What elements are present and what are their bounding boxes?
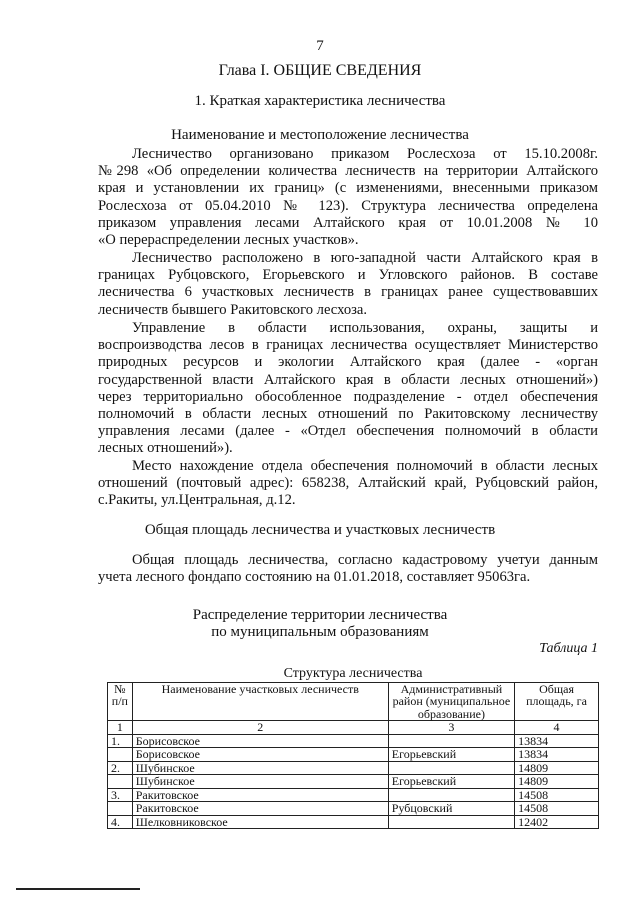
- text-line: лесных отношений»).: [98, 440, 233, 457]
- text-line: Лесничество расположено в юго-западной части Алтайского края в: [132, 250, 598, 266]
- cell-no: [108, 748, 133, 762]
- text-line: природных ресурсов и экологии Алтайского края (далее - «орган: [98, 354, 598, 371]
- cell-name: Борисовское: [132, 734, 388, 748]
- cell-name: Ракитовское: [132, 788, 388, 802]
- table-row: [108, 734, 599, 748]
- table-row: [108, 761, 599, 775]
- table-row: [108, 748, 599, 762]
- cell-area: 14809: [515, 761, 599, 775]
- cell-name: Шелковниковское: [132, 815, 388, 829]
- column-number-3: 3: [388, 721, 514, 735]
- text-line: края и установлении их границ» (с изменениями, внесенными приказом: [98, 180, 598, 197]
- cell-area: 12402: [515, 815, 599, 829]
- text-line: управления лесами (далее - «Отдел обеспечения полномочий в области: [98, 423, 598, 440]
- column-number-2: 2: [132, 721, 388, 735]
- header-number: № п/п: [108, 682, 133, 721]
- cell-area: 14508: [515, 788, 599, 802]
- text-line: Общая площадь лесничества, согласно кадастровому учетуи данным: [132, 552, 598, 568]
- text-line: лесничества 6 участковых лесничеств в границах ранее существовавших: [98, 284, 598, 301]
- text-line: отношений (почтовый адрес): 658238, Алтайский край, Рубцовский район,: [98, 475, 598, 492]
- text-line: границах Рубцовского, Егорьевского и Угловского районов. В составе: [98, 267, 598, 284]
- cell-area: 14809: [515, 775, 599, 789]
- cell-no: 4.: [108, 815, 133, 829]
- cell-no: 3.: [108, 788, 133, 802]
- cell-no: [108, 802, 133, 816]
- text-line: государственной власти Алтайского края в области лесных отношений»): [98, 371, 598, 388]
- header-district: Административный район (муниципальное образование): [388, 682, 514, 721]
- table-body: [108, 734, 599, 829]
- paragraph-establishment: [98, 146, 598, 249]
- text-line: учета лесного фондапо состоянию на 01.01.2018, составляет 95063га.: [98, 569, 531, 586]
- header-area: Общая площадь, га: [515, 682, 599, 721]
- cell-district: Егорьевский: [388, 775, 514, 789]
- subheading-total-area: Общая площадь лесничества и участковых лесничеств: [144, 522, 496, 538]
- subheading-distribution-line2: по муниципальным образованиям: [211, 624, 429, 640]
- table-row: [108, 802, 599, 816]
- paragraph-address: [98, 458, 598, 510]
- table-row: [108, 788, 599, 802]
- column-number-1: 1: [108, 721, 133, 735]
- cell-district: [388, 761, 514, 775]
- subheading-location: Наименование и местоположение лесничества: [171, 127, 469, 143]
- text-line: лесничеств бывшего Ракитовского лесхоза.: [98, 301, 368, 318]
- chapter-title: Глава I. ОБЩИЕ СВЕДЕНИЯ: [218, 62, 422, 79]
- footnote-separator: [16, 888, 140, 890]
- cell-no: [108, 775, 133, 789]
- text-line: с.Ракиты, ул.Центральная, д.12.: [98, 492, 296, 509]
- text-line: Лесничество организовано приказом Рослесхоза от 15.10.2008г.: [132, 146, 598, 162]
- cell-no: 2.: [108, 761, 133, 775]
- paragraph-total-area: [98, 552, 598, 586]
- cell-district: [388, 815, 514, 829]
- cell-name: Борисовское: [132, 748, 388, 762]
- page-number: 7: [316, 38, 324, 54]
- cell-district: [388, 734, 514, 748]
- section-title: 1. Краткая характеристика лесничества: [194, 93, 446, 109]
- paragraph-management: [98, 320, 598, 458]
- text-line: Рослесхоза от 05.04.2010 № 123). Структура лесничества определена: [98, 197, 598, 214]
- text-line: воспроизводства лесов в границах лесничества осуществляет Министерство: [98, 337, 598, 354]
- table-row: [108, 815, 599, 829]
- table-caption: Таблица 1: [539, 641, 598, 656]
- text-line: №298 «Об определении количества лесничеств на территории Алтайского: [98, 163, 598, 180]
- subheading-distribution-line1: Распределение территории лесничества: [192, 607, 448, 623]
- forestry-structure-table: [107, 668, 599, 829]
- table-title: Структура лесничества: [283, 666, 423, 681]
- text-line: приказом управления лесами Алтайского края от 10.01.2008 № 10: [98, 214, 598, 231]
- text-line: «О перераспределении лесных участков».: [98, 232, 359, 249]
- cell-name: Шубинское: [132, 761, 388, 775]
- column-number-4: 4: [515, 721, 599, 735]
- cell-area: 13834: [515, 734, 599, 748]
- cell-district: [388, 788, 514, 802]
- cell-district: Рубцовский: [388, 802, 514, 816]
- text-line: Место нахождение отдела обеспечения полномочий в области лесных: [132, 458, 598, 474]
- table-row: [108, 775, 599, 789]
- cell-district: Егорьевский: [388, 748, 514, 762]
- cell-name: Ракитовское: [132, 802, 388, 816]
- cell-name: Шубинское: [132, 775, 388, 789]
- cell-area: 13834: [515, 748, 599, 762]
- header-name: Наименование участковых лесничеств: [132, 682, 388, 721]
- text-line: через территориально обособленное подразделение - отдел обеспечения: [98, 388, 598, 405]
- cell-no: 1.: [108, 734, 133, 748]
- text-line: Управление в области использования, охраны, защиты и: [132, 320, 598, 336]
- cell-area: 14508: [515, 802, 599, 816]
- text-line: полномочий в области лесных отношений по Ракитовскому лесничеству: [98, 406, 598, 423]
- paragraph-location: [98, 250, 598, 319]
